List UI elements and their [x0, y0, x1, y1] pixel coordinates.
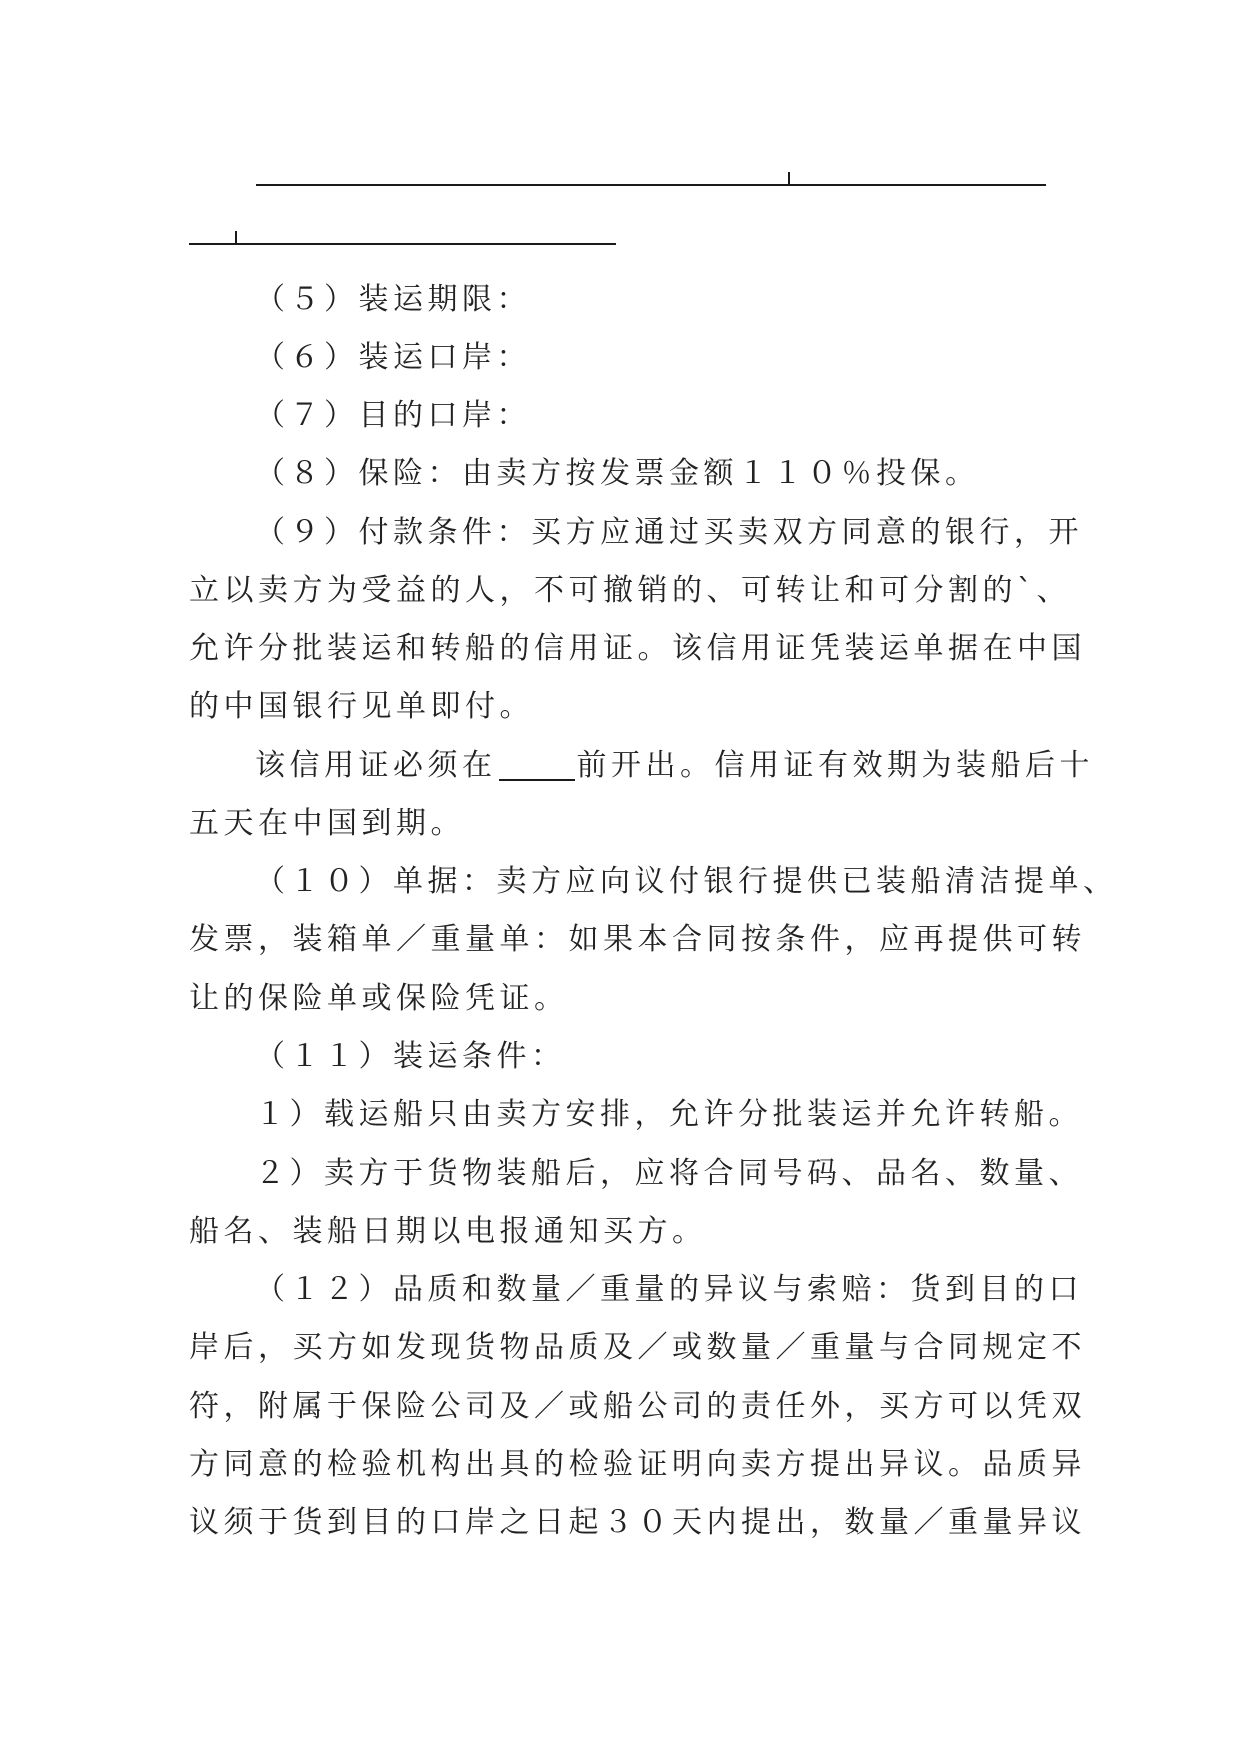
clause-line: （８）保险：由卖方按发票金额１１０％投保。 — [255, 456, 980, 491]
clause-line: 岸后，买方如发现货物品质及／或数量／重量与合同规定不 — [189, 1330, 1086, 1365]
clause-line: 五天在中国到期。 — [189, 806, 465, 841]
clause-line: 发票，装箱单／重量单：如果本合同按条件，应再提供可转 — [189, 922, 1086, 957]
clause-line: （６）装运口岸： — [255, 340, 531, 375]
clause-line: 立以卖方为受益的人，不可撤销的、可转让和可分割的`、 — [189, 573, 1071, 608]
fill-in-blank — [499, 749, 575, 781]
clause-line: 船名、装船日期以电报通知买方。 — [189, 1214, 707, 1249]
clause-line: １）载运船只由卖方安排，允许分批装运并允许转船。 — [255, 1097, 1083, 1132]
clause-line-with-blank — [255, 737, 1094, 795]
clause-line: 的中国银行见单即付。 — [189, 689, 534, 724]
clause-line: （７）目的口岸： — [255, 398, 531, 433]
clause-line: 符，附属于保险公司及／或船公司的责任外，买方可以凭双 — [189, 1389, 1086, 1424]
clause-line: ２）卖方于货物装船后，应将合同号码、品名、数量、 — [255, 1156, 1083, 1191]
clause-line: 允许分批装运和转船的信用证。该信用证凭装运单据在中国 — [189, 631, 1086, 666]
clause-line: 议须于货到目的口岸之日起３０天内提出，数量／重量异议 — [189, 1505, 1086, 1540]
clause-line: （１０）单据：卖方应向议付银行提供已装船清洁提单、 — [255, 864, 1118, 899]
clause-line: 让的保险单或保险凭证。 — [189, 981, 569, 1016]
rule-tick-mark — [235, 231, 237, 243]
clause-line: 方同意的检验机构出具的检验证明向卖方提出异议。品质异 — [189, 1447, 1086, 1482]
clause-text-after-blank: 前开出。信用证有效期为装船后十 — [576, 748, 1094, 783]
clause-line: （５）装运期限： — [255, 282, 531, 317]
clause-line: （１１）装运条件： — [255, 1039, 566, 1074]
clause-line: （１２）品质和数量／重量的异议与索赔：货到目的口 — [255, 1272, 1083, 1307]
clause-line: （９）付款条件：买方应通过买卖双方同意的银行，开 — [255, 515, 1083, 550]
fill-in-rule-top — [256, 184, 1046, 186]
rule-tick-mark — [788, 172, 790, 184]
fill-in-rule-second — [189, 243, 616, 245]
clause-text-before-blank: 该信用证必须在 — [255, 748, 497, 783]
